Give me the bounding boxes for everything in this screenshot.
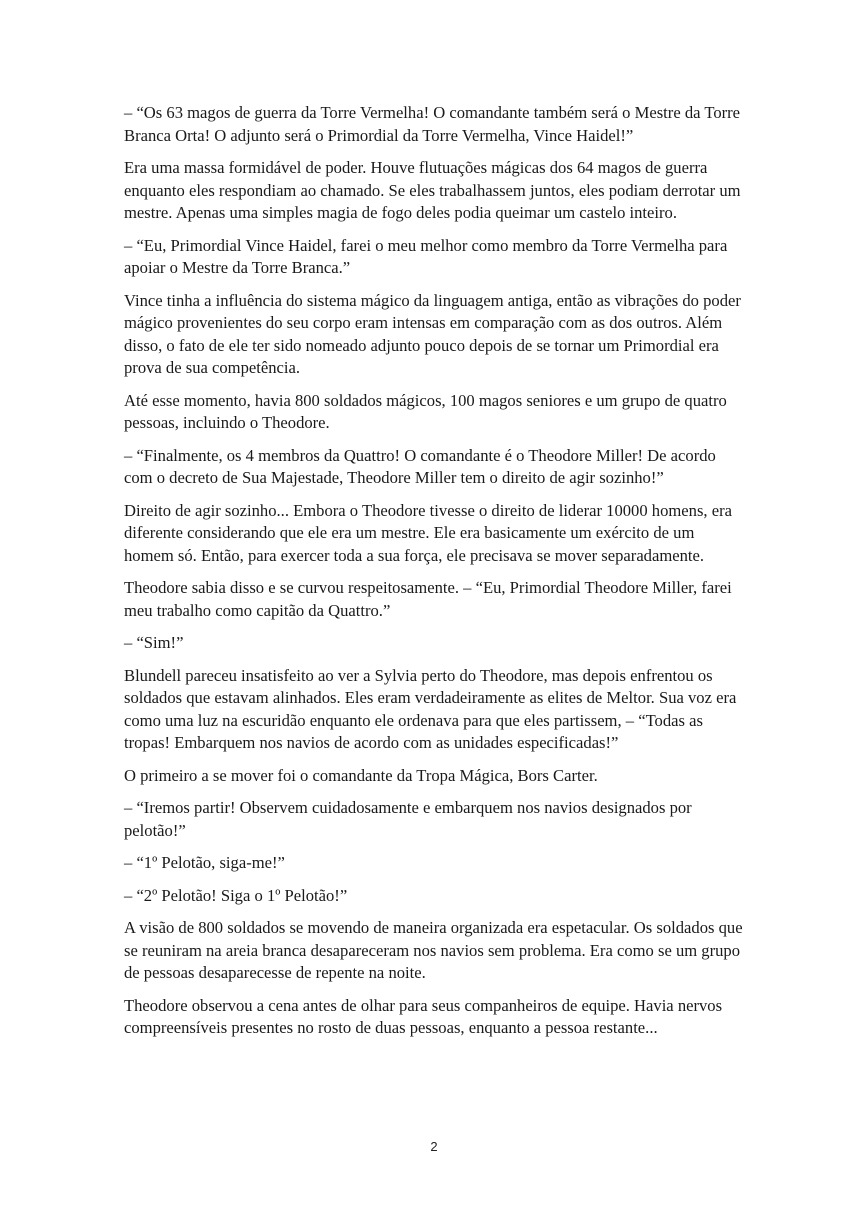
paragraph: Direito de agir sozinho... Embora o Theodore tivesse o direito de liderar 10000 homens, era diferente considerando que ele era um mestre. Ele era basicamente um exército de um homem só. Então, para exercer toda a sua força, ele precisava se mover separadamente.: [124, 500, 732, 565]
paragraph: – “2º Pelotão! Siga o 1º Pelotão!”: [124, 885, 348, 905]
paragraph: O primeiro a se mover foi o comandante da Tropa Mágica, Bors Carter.: [124, 765, 598, 785]
body-text: [124, 102, 748, 1050]
paragraph: A visão de 800 soldados se movendo de maneira organizada era espetacular. Os soldados que se reuniram na areia branca desapareceram nos navios sem problema. Era como se um grupo de pessoas desaparecesse de repente na noite.: [124, 918, 743, 982]
paragraph: – “1º Pelotão, siga-me!”: [124, 853, 285, 872]
paragraph: Theodore sabia disso e se curvou respeitosamente. – “Eu, Primordial Theodore Miller, farei meu trabalho como capitão da Quattro.”: [124, 578, 732, 620]
paragraph: – “Sim!”: [124, 633, 184, 652]
paragraph: Até esse momento, havia 800 soldados mágicos, 100 magos seniores e um grupo de quatro pessoas, incluindo o Theodore.: [124, 390, 727, 432]
paragraph: – “Os 63 magos de guerra da Torre Vermelha! O comandante também será o Mestre da Torre Branca Orta! O adjunto será o Primordial da Torre Vermelha, Vince Haidel!”: [124, 103, 741, 145]
paragraph: Theodore observou a cena antes de olhar para seus companheiros de equipe. Havia nervos compreensíveis presentes no rosto de duas pessoas, enquanto a pessoa restante...: [124, 995, 723, 1037]
page-number: 2: [430, 1139, 438, 1154]
paragraph: Blundell pareceu insatisfeito ao ver a Sylvia perto do Theodore, mas depois enfrentou os soldados que estavam alinhados. Eles eram verdadeiramente as elites de Meltor. Sua voz era como uma luz na escuridão enquanto ele ordenava para que eles partissem, – “Todas as tropas! Embarquem nos navios de acordo com as unidades especificadas!”: [124, 665, 737, 752]
paragraph: – “Finalmente, os 4 membros da Quattro! O comandante é o Theodore Miller! De acordo com o decreto de Sua Majestade, Theodore Miller tem o direito de agir sozinho!”: [124, 445, 716, 487]
paragraph: Era uma massa formidável de poder. Houve flutuações mágicas dos 64 magos de guerra enquanto eles respondiam ao chamado. Se eles trabalhassem juntos, eles podiam derrotar um mestre. Apenas uma simples magia de fogo deles podia queimar um castelo inteiro.: [124, 158, 741, 222]
paragraph: – “Iremos partir! Observem cuidadosamente e embarquem nos navios designados por pelotão!”: [124, 798, 692, 840]
paragraph: – “Eu, Primordial Vince Haidel, farei o meu melhor como membro da Torre Vermelha para apoiar o Mestre da Torre Branca.”: [124, 235, 728, 277]
paragraph: Vince tinha a influência do sistema mágico da linguagem antiga, então as vibrações do poder mágico provenientes do seu corpo eram intensas em comparação com as dos outros. Além disso, o fato de ele ter sido nomeado adjunto pouco depois de se tornar um Primordial era prova de sua competência.: [124, 290, 741, 377]
